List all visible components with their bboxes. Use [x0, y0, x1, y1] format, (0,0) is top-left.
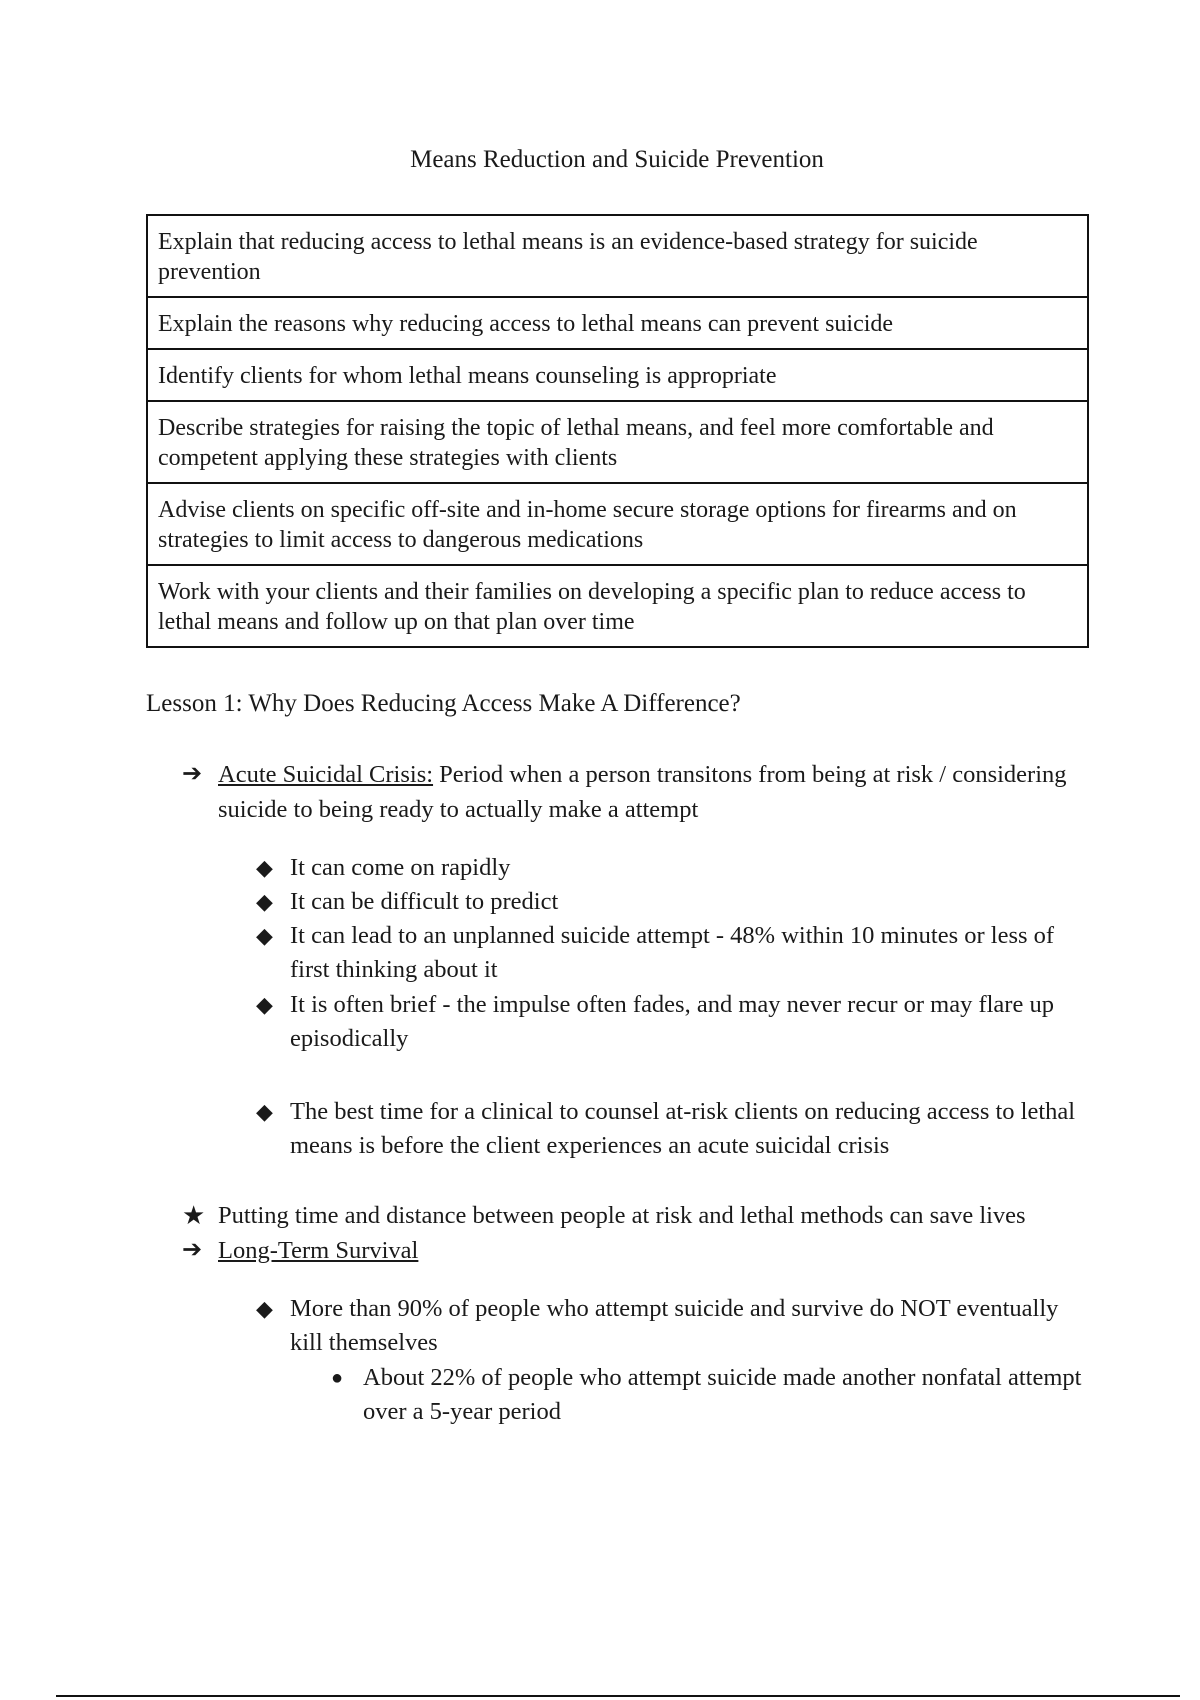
- star-icon: ★: [182, 1201, 206, 1230]
- table-row: [147, 349, 1088, 401]
- crisis-term: Acute Suicidal Crisis:: [218, 761, 434, 788]
- list-item-long-term-survival: [182, 1233, 1098, 1268]
- best-time-text: The best time for a clinical to counsel at-risk clients on reducing access to lethal means is before the client experiences an acute suicidal crisis: [290, 1098, 1076, 1159]
- list-item-acute-crisis: [182, 757, 1098, 827]
- diamond-bullet-icon: ◆: [256, 992, 273, 1017]
- list-item: [331, 1361, 1083, 1429]
- table-row: [147, 483, 1088, 565]
- crisis-definition: Period when a person transitons from being at risk / considering suicide to being ready to actually make a attempt: [218, 761, 1067, 823]
- list-item: [256, 919, 1090, 987]
- diamond-bullet-icon: ◆: [256, 889, 273, 914]
- objective-cell: Advise clients on specific off-site and in-home secure storage options for firearms and on strategies to limit access to dangerous medications: [147, 483, 1088, 565]
- objective-cell: Explain that reducing access to lethal means is an evidence-based strategy for suicide prevention: [147, 215, 1088, 297]
- footer-divider: [56, 1695, 1180, 1697]
- objective-cell: Work with your clients and their families on developing a specific plan to reduce access to lethal means and follow up on that plan over time: [147, 565, 1088, 647]
- list-item: [256, 988, 1090, 1056]
- page-title: Means Reduction and Suicide Prevention: [410, 146, 824, 173]
- crisis-point: It can come on rapidly: [290, 854, 511, 881]
- lesson-heading: Lesson 1: Why Does Reducing Access Make A Difference?: [146, 690, 741, 717]
- survival-term: Long-Term Survival: [218, 1237, 419, 1264]
- crisis-point: It is often brief - the impulse often fades, and may never recur or may flare up episodically: [290, 991, 1054, 1052]
- survival-subpoint: About 22% of people who attempt suicide made another nonfatal attempt over a 5-year period: [363, 1364, 1082, 1425]
- crisis-point: It can be difficult to predict: [290, 888, 559, 915]
- list-item-key-point: [182, 1198, 1098, 1233]
- diamond-bullet-icon: ◆: [256, 1099, 273, 1124]
- objective-cell: Explain the reasons why reducing access to lethal means can prevent suicide: [147, 297, 1088, 349]
- diamond-bullet-icon: ◆: [256, 1296, 273, 1321]
- objective-cell: Describe strategies for raising the topic of lethal means, and feel more comfortable and competent applying these strategies with clients: [147, 401, 1088, 483]
- objective-cell: Identify clients for whom lethal means counseling is appropriate: [147, 349, 1088, 401]
- crisis-point: It can lead to an unplanned suicide attempt - 48% within 10 minutes or less of first thinking about it: [290, 922, 1055, 983]
- survival-point: More than 90% of people who attempt suicide and survive do NOT eventually kill themselves: [290, 1295, 1059, 1356]
- diamond-bullet-icon: ◆: [256, 855, 273, 880]
- table-row: [147, 401, 1088, 483]
- diamond-bullet-icon: ◆: [256, 923, 273, 948]
- list-item-best-time: [256, 1095, 1090, 1163]
- table-row: [147, 297, 1088, 349]
- table-row: [147, 215, 1088, 297]
- list-item: [256, 1292, 1090, 1360]
- dot-bullet-icon: ●: [331, 1367, 344, 1389]
- key-point-text: Putting time and distance between people at risk and lethal methods can save lives: [218, 1202, 1026, 1229]
- list-item: [256, 851, 1090, 885]
- list-item: [256, 885, 1090, 919]
- objectives-table: [146, 214, 1089, 648]
- arrow-icon: ➔: [182, 1237, 203, 1263]
- table-row: [147, 565, 1088, 647]
- arrow-icon: ➔: [182, 761, 203, 787]
